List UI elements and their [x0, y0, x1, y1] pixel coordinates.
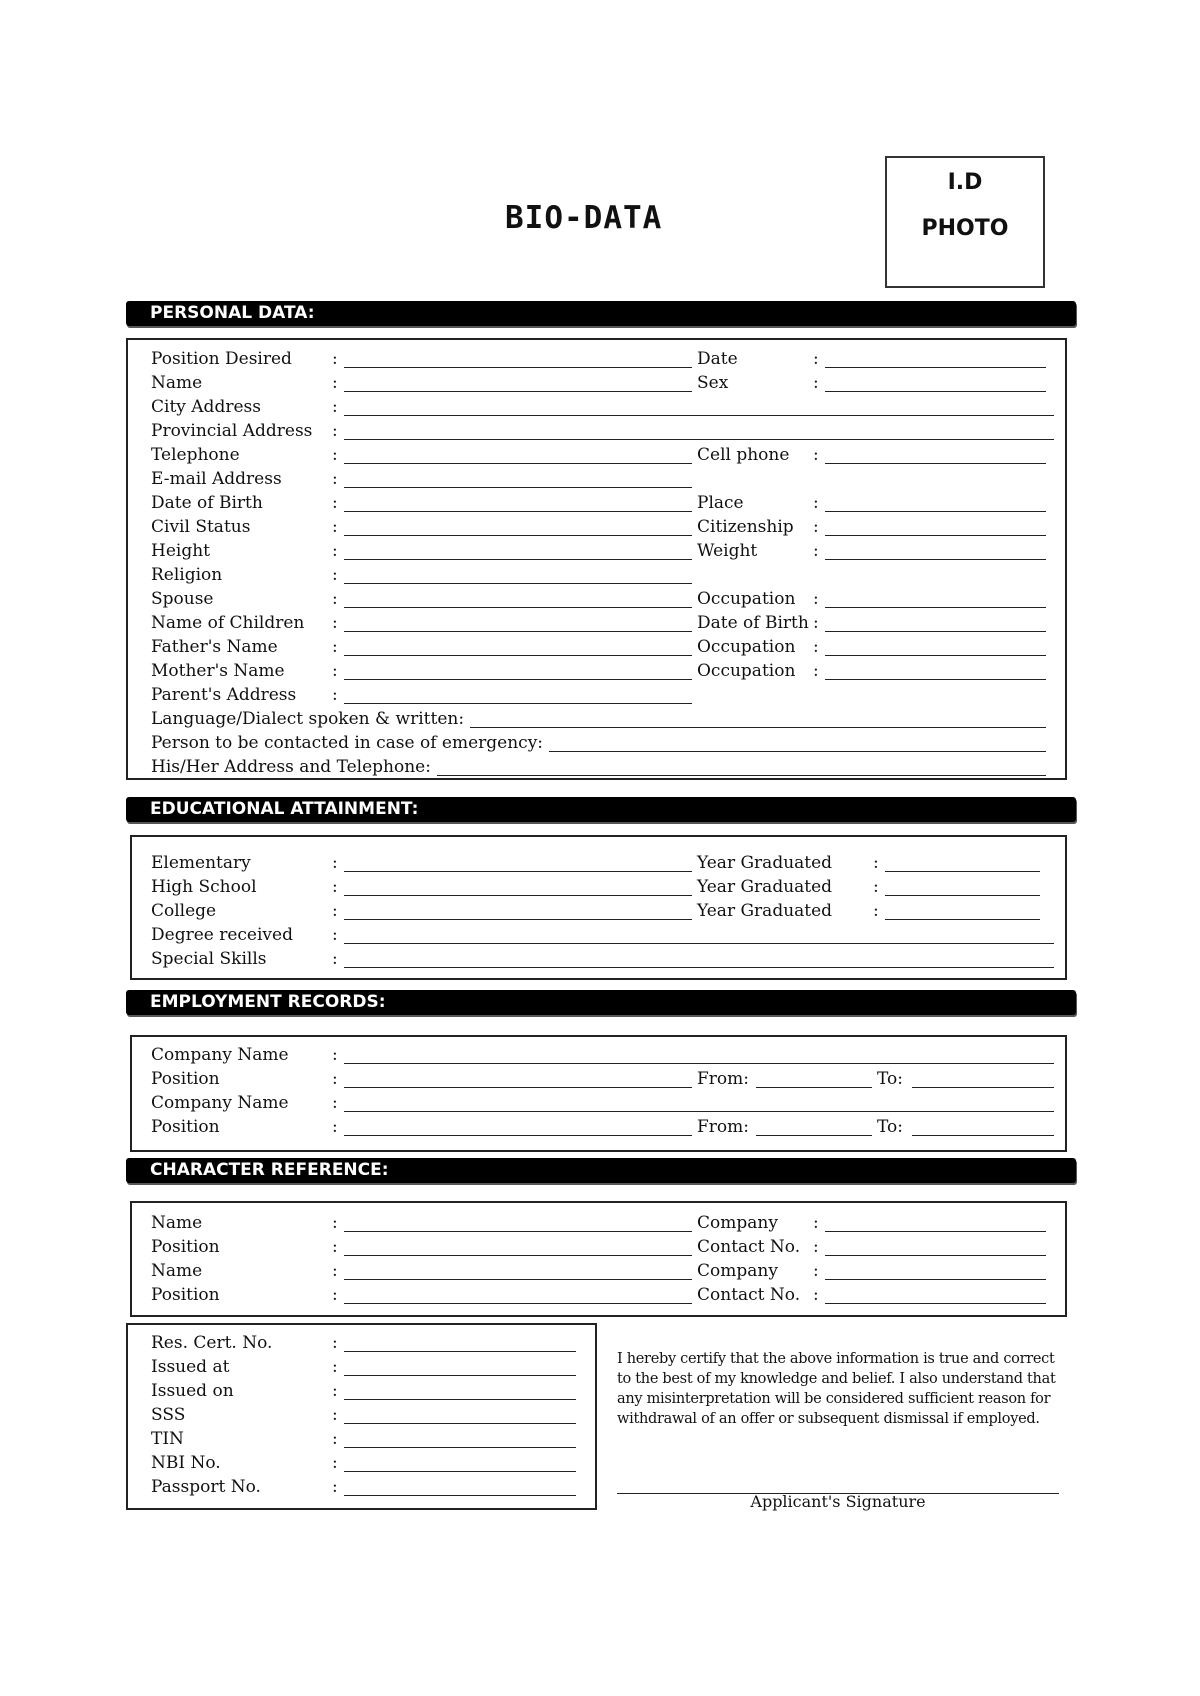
- children-right-field[interactable]: [825, 631, 1046, 632]
- college-year-field[interactable]: [885, 919, 1040, 920]
- ref-position-1-right-label: Contact No.: [697, 1237, 801, 1257]
- ref-name-2-right-colon: :: [813, 1261, 819, 1281]
- high-school-colon: :: [332, 877, 338, 897]
- special-skills-colon: :: [332, 949, 338, 969]
- spouse-field[interactable]: [344, 607, 692, 608]
- reference-box: [130, 1201, 1067, 1317]
- mother-name-right-colon: :: [813, 661, 819, 681]
- id-photo-box: [885, 156, 1045, 288]
- position-1-to-label: To:: [877, 1069, 903, 1089]
- ref-name-1-colon: :: [332, 1213, 338, 1233]
- photo-label-photo: PHOTO: [921, 216, 1009, 241]
- city-address-label: City Address: [151, 397, 261, 417]
- elementary-label: Elementary: [151, 853, 251, 873]
- name-right-colon: :: [813, 373, 819, 393]
- nbi-colon: :: [332, 1453, 338, 1473]
- mother-name-right-field[interactable]: [825, 679, 1046, 680]
- college-year-label: Year Graduated: [697, 901, 833, 921]
- elementary-field[interactable]: [344, 871, 692, 872]
- height-label: Height: [151, 541, 210, 561]
- degree-colon: :: [332, 925, 338, 945]
- elementary-year-label: Year Graduated: [697, 853, 833, 873]
- spouse-right-field[interactable]: [825, 607, 1046, 608]
- height-colon: :: [332, 541, 338, 561]
- college-label: College: [151, 901, 217, 921]
- height-right-field[interactable]: [825, 559, 1046, 560]
- name-label: Name: [151, 373, 203, 393]
- name-right-label: Sex: [697, 373, 729, 393]
- name-right-field[interactable]: [825, 391, 1046, 392]
- mother-name-right-label: Occupation: [697, 661, 796, 681]
- res-cert-field[interactable]: [344, 1351, 576, 1352]
- father-name-colon: :: [332, 637, 338, 657]
- religion-label: Religion: [151, 565, 223, 585]
- position-2-label: Position: [151, 1117, 220, 1137]
- certification-text: I hereby certify that the above information is true and correct to the best of my knowledge and belief. I also understand that any misinterpretation will be considered sufficient reason for withdrawal of an offer or subsequent dismissal if employed.: [617, 1351, 1056, 1427]
- parents-address-label: Parent's Address: [151, 685, 297, 705]
- provincial-address-field[interactable]: [344, 439, 1054, 440]
- date-of-birth-right-field[interactable]: [825, 511, 1046, 512]
- ref-name-2-label: Name: [151, 1261, 203, 1281]
- emergency-contact-field[interactable]: [549, 751, 1046, 752]
- telephone-right-label: Cell phone: [697, 445, 790, 465]
- position-2-from-field[interactable]: [756, 1135, 872, 1136]
- ref-name-2-field[interactable]: [344, 1279, 692, 1280]
- father-name-right-colon: :: [813, 637, 819, 657]
- company-name-1-field[interactable]: [344, 1063, 1054, 1064]
- company-name-1-colon: :: [332, 1045, 338, 1065]
- college-colon: :: [332, 901, 338, 921]
- page-title: BIO-DATA: [505, 200, 663, 236]
- college-field[interactable]: [344, 919, 692, 920]
- spouse-right-label: Occupation: [697, 589, 796, 609]
- emergency-address-field[interactable]: [437, 775, 1046, 776]
- issued-on-field[interactable]: [344, 1399, 576, 1400]
- high-school-year-colon: :: [873, 877, 879, 897]
- name-colon: :: [332, 373, 338, 393]
- father-name-field[interactable]: [344, 655, 692, 656]
- parents-address-colon: :: [332, 685, 338, 705]
- children-field[interactable]: [344, 631, 692, 632]
- ref-name-2-right-field[interactable]: [825, 1279, 1046, 1280]
- email-field[interactable]: [344, 487, 692, 488]
- position-1-field[interactable]: [344, 1087, 692, 1088]
- tin-field[interactable]: [344, 1447, 576, 1448]
- position-1-from-label: From:: [697, 1069, 750, 1089]
- father-name-right-label: Occupation: [697, 637, 796, 657]
- civil-status-label: Civil Status: [151, 517, 251, 537]
- position-1-colon: :: [332, 1069, 338, 1089]
- mother-name-label: Mother's Name: [151, 661, 285, 681]
- company-name-2-field[interactable]: [344, 1111, 1054, 1112]
- elementary-year-colon: :: [873, 853, 879, 873]
- language-field[interactable]: [470, 727, 1046, 728]
- date-of-birth-field[interactable]: [344, 511, 692, 512]
- education-box: [130, 835, 1067, 980]
- ref-name-2-right-label: Company: [697, 1261, 778, 1281]
- children-colon: :: [332, 613, 338, 633]
- position-desired-right-label: Date: [697, 349, 738, 369]
- elementary-colon: :: [332, 853, 338, 873]
- sss-colon: :: [332, 1405, 338, 1425]
- telephone-right-field[interactable]: [825, 463, 1046, 464]
- high-school-year-field[interactable]: [885, 895, 1040, 896]
- telephone-right-colon: :: [813, 445, 819, 465]
- ref-position-2-label: Position: [151, 1285, 220, 1305]
- section-educational-attainment: EDUCATIONAL ATTAINMENT:: [126, 797, 1076, 822]
- provincial-address-colon: :: [332, 421, 338, 441]
- position-1-label: Position: [151, 1069, 220, 1089]
- email-label: E-mail Address: [151, 469, 282, 489]
- date-of-birth-right-label: Place: [697, 493, 744, 513]
- ref-name-1-right-label: Company: [697, 1213, 778, 1233]
- position-desired-right-colon: :: [813, 349, 819, 369]
- children-right-label: Date of Birth: [697, 613, 809, 633]
- ref-position-2-right-colon: :: [813, 1285, 819, 1305]
- tin-colon: :: [332, 1429, 338, 1449]
- children-label: Name of Children: [151, 613, 305, 633]
- ref-name-2-colon: :: [332, 1261, 338, 1281]
- spouse-label: Spouse: [151, 589, 214, 609]
- elementary-year-field[interactable]: [885, 871, 1040, 872]
- nbi-field[interactable]: [344, 1471, 576, 1472]
- section-character-reference: CHARACTER REFERENCE:: [126, 1158, 1076, 1183]
- ref-position-2-field[interactable]: [344, 1303, 692, 1304]
- special-skills-field[interactable]: [344, 967, 1054, 968]
- city-address-field[interactable]: [344, 415, 1054, 416]
- ref-position-1-label: Position: [151, 1237, 220, 1257]
- position-2-to-field[interactable]: [912, 1135, 1054, 1136]
- mother-name-colon: :: [332, 661, 338, 681]
- issued-at-field[interactable]: [344, 1375, 576, 1376]
- father-name-right-field[interactable]: [825, 655, 1046, 656]
- nbi-label: NBI No.: [151, 1453, 221, 1473]
- ref-position-1-right-colon: :: [813, 1237, 819, 1257]
- position-1-from-field[interactable]: [756, 1087, 872, 1088]
- photo-label-id: I.D: [947, 170, 983, 195]
- date-of-birth-right-colon: :: [813, 493, 819, 513]
- res-cert-colon: :: [332, 1333, 338, 1353]
- religion-colon: :: [332, 565, 338, 585]
- civil-status-colon: :: [332, 517, 338, 537]
- issued-on-colon: :: [332, 1381, 338, 1401]
- passport-field[interactable]: [344, 1495, 576, 1496]
- position-2-colon: :: [332, 1117, 338, 1137]
- height-right-colon: :: [813, 541, 819, 561]
- sss-label: SSS: [151, 1405, 186, 1425]
- issued-on-label: Issued on: [151, 1381, 234, 1401]
- city-address-colon: :: [332, 397, 338, 417]
- civil-status-right-label: Citizenship: [697, 517, 794, 537]
- section-employment-records: EMPLOYMENT RECORDS:: [126, 990, 1076, 1015]
- ref-position-1-right-field[interactable]: [825, 1255, 1046, 1256]
- parents-address-field[interactable]: [344, 703, 692, 704]
- degree-field[interactable]: [344, 943, 1054, 944]
- name-field[interactable]: [344, 391, 692, 392]
- position-desired-right-field[interactable]: [825, 367, 1046, 368]
- high-school-label: High School: [151, 877, 257, 897]
- degree-label: Degree received: [151, 925, 293, 945]
- ref-position-1-field[interactable]: [344, 1255, 692, 1256]
- ref-position-2-colon: :: [332, 1285, 338, 1305]
- college-year-colon: :: [873, 901, 879, 921]
- spouse-colon: :: [332, 589, 338, 609]
- religion-field[interactable]: [344, 583, 692, 584]
- passport-colon: :: [332, 1477, 338, 1497]
- emergency-address-label: His/Her Address and Telephone:: [151, 757, 431, 777]
- issued-at-label: Issued at: [151, 1357, 230, 1377]
- high-school-field[interactable]: [344, 895, 692, 896]
- emergency-contact-label: Person to be contacted in case of emergency:: [151, 733, 544, 753]
- ref-position-2-right-field[interactable]: [825, 1303, 1046, 1304]
- date-of-birth-colon: :: [332, 493, 338, 513]
- section-personal-data: PERSONAL DATA:: [126, 301, 1076, 326]
- provincial-address-label: Provincial Address: [151, 421, 313, 441]
- company-name-2-label: Company Name: [151, 1093, 289, 1113]
- date-of-birth-label: Date of Birth: [151, 493, 263, 513]
- ref-name-1-label: Name: [151, 1213, 203, 1233]
- res-cert-label: Res. Cert. No.: [151, 1333, 273, 1353]
- height-field[interactable]: [344, 559, 692, 560]
- position-2-from-label: From:: [697, 1117, 750, 1137]
- ref-name-1-right-colon: :: [813, 1213, 819, 1233]
- email-colon: :: [332, 469, 338, 489]
- father-name-label: Father's Name: [151, 637, 278, 657]
- position-1-to-field[interactable]: [912, 1087, 1054, 1088]
- high-school-year-label: Year Graduated: [697, 877, 833, 897]
- tin-label: TIN: [151, 1429, 184, 1449]
- civil-status-right-field[interactable]: [825, 535, 1046, 536]
- position-desired-label: Position Desired: [151, 349, 292, 369]
- special-skills-label: Special Skills: [151, 949, 267, 969]
- ref-name-1-field[interactable]: [344, 1231, 692, 1232]
- telephone-colon: :: [332, 445, 338, 465]
- children-right-colon: :: [813, 613, 819, 633]
- sss-field[interactable]: [344, 1423, 576, 1424]
- company-name-2-colon: :: [332, 1093, 338, 1113]
- position-desired-field[interactable]: [344, 367, 692, 368]
- position-desired-colon: :: [332, 349, 338, 369]
- position-2-to-label: To:: [877, 1117, 903, 1137]
- company-name-1-label: Company Name: [151, 1045, 289, 1065]
- issued-at-colon: :: [332, 1357, 338, 1377]
- civil-status-field[interactable]: [344, 535, 692, 536]
- spouse-right-colon: :: [813, 589, 819, 609]
- signature-label: Applicant's Signature: [750, 1492, 926, 1511]
- ref-position-2-right-label: Contact No.: [697, 1285, 801, 1305]
- height-right-label: Weight: [697, 541, 758, 561]
- ref-position-1-colon: :: [332, 1237, 338, 1257]
- language-label: Language/Dialect spoken & written:: [151, 709, 465, 729]
- position-2-field[interactable]: [344, 1135, 692, 1136]
- civil-status-right-colon: :: [813, 517, 819, 537]
- telephone-label: Telephone: [151, 445, 240, 465]
- passport-label: Passport No.: [151, 1477, 261, 1497]
- telephone-field[interactable]: [344, 463, 692, 464]
- ref-name-1-right-field[interactable]: [825, 1231, 1046, 1232]
- mother-name-field[interactable]: [344, 679, 692, 680]
